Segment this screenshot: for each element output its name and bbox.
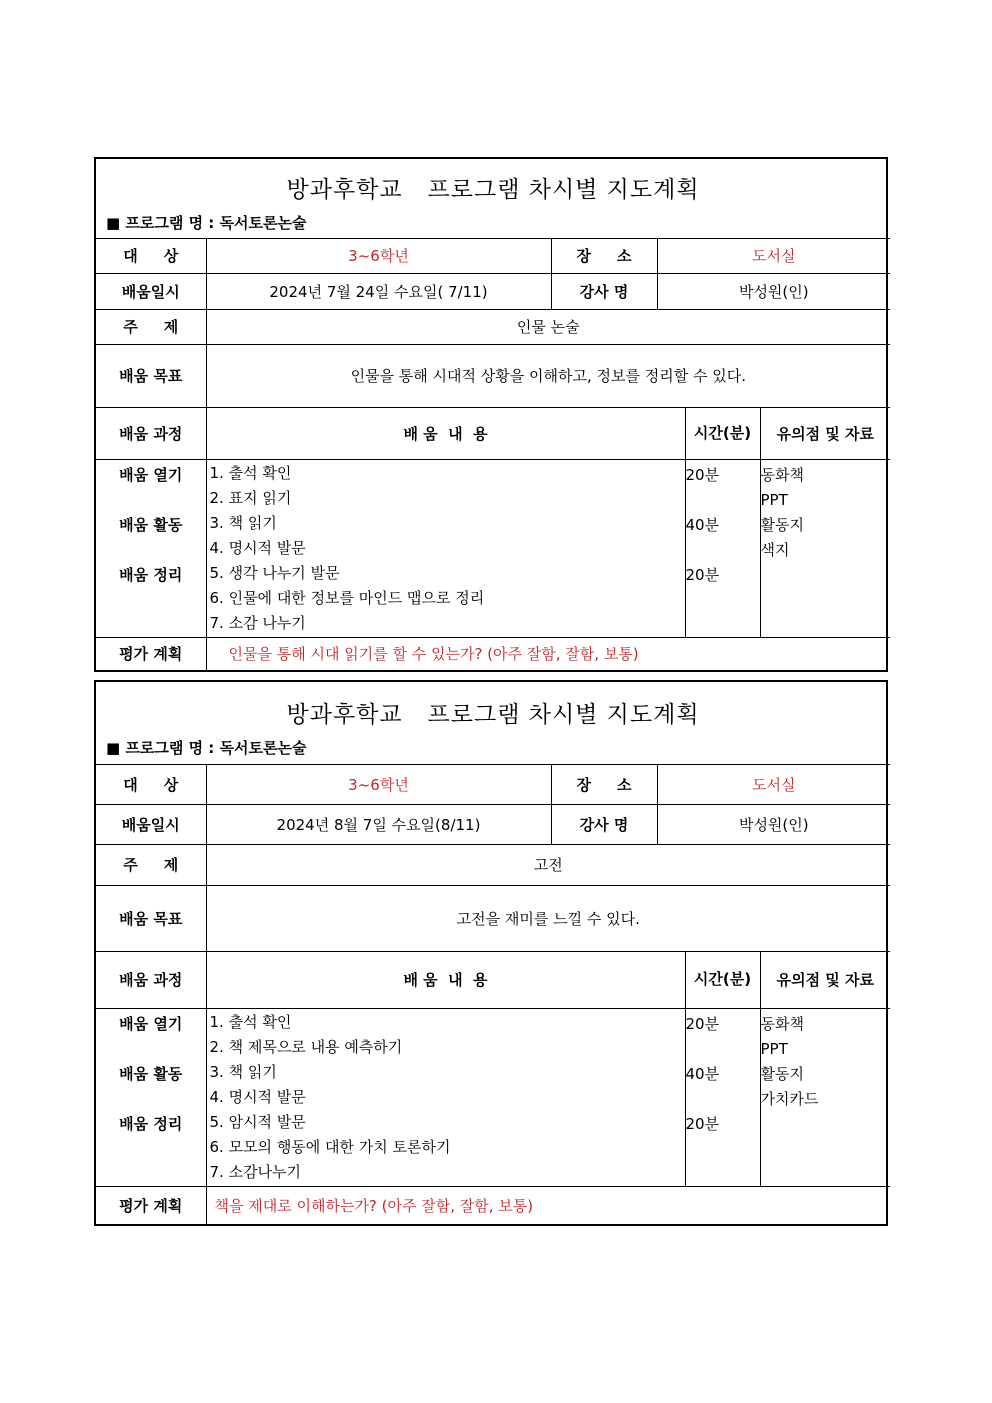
date-label: 배움일시 <box>96 804 206 844</box>
stage-open: 배움 열기 <box>119 1014 183 1033</box>
teacher-value: 박성원(인) <box>657 273 890 309</box>
material-list <box>760 1008 890 1186</box>
step-item: 5. 암시적 발문 <box>209 1112 306 1131</box>
program-name: ■ 프로그램 명 : 독서토론논술 <box>106 214 307 233</box>
stage-list <box>96 1008 206 1186</box>
target-value: 3~6학년 <box>206 238 551 273</box>
time-item: 20분 <box>685 1114 720 1133</box>
step-item: 3. 책 읽기 <box>209 1062 277 1081</box>
step-item: 5. 생각 나누기 발문 <box>209 563 340 582</box>
target-label: 대 상 <box>96 238 206 273</box>
time-list <box>685 459 760 637</box>
material-item: PPT <box>760 490 788 509</box>
date-label: 배움일시 <box>96 273 206 309</box>
teacher-label: 강사 명 <box>551 273 657 309</box>
eval-label: 평가 계획 <box>96 1186 206 1224</box>
material-item: PPT <box>760 1039 788 1058</box>
subject-value: 인물 논술 <box>206 309 890 344</box>
step-list <box>206 459 685 637</box>
title-cell <box>96 159 890 238</box>
time-item: 20분 <box>685 565 720 584</box>
title-cell <box>96 682 890 764</box>
eval-label: 평가 계획 <box>96 637 206 670</box>
step-item: 4. 명시적 발문 <box>209 538 306 557</box>
goal-value: 인물을 통해 시대적 상황을 이해하고, 정보를 정리할 수 있다. <box>206 344 890 407</box>
time-item: 40분 <box>685 1064 720 1083</box>
step-item: 7. 소감 나누기 <box>209 613 306 632</box>
step-item: 2. 표지 읽기 <box>209 488 292 507</box>
eval-value: 인물을 통해 시대 읽기를 할 수 있는가? (아주 잘함, 잘함, 보통) <box>206 637 890 670</box>
lesson-plan-1 <box>94 157 888 672</box>
time-label: 시간(분) <box>685 407 760 459</box>
process-label: 배움 과정 <box>96 407 206 459</box>
content-label: 배 움 내 용 <box>206 951 685 1008</box>
material-item: 동화책 <box>760 465 804 484</box>
target-label: 대 상 <box>96 764 206 804</box>
material-item: 동화책 <box>760 1014 804 1033</box>
subject-label: 주 제 <box>96 844 206 885</box>
place-value: 도서실 <box>657 764 890 804</box>
material-label: 유의점 및 자료 <box>760 407 890 459</box>
step-list <box>206 1008 685 1186</box>
material-item: 가치카드 <box>760 1089 819 1108</box>
time-list <box>685 1008 760 1186</box>
goal-value: 고전을 재미를 느낄 수 있다. <box>206 885 890 951</box>
step-item: 3. 책 읽기 <box>209 513 277 532</box>
subject-label: 주 제 <box>96 309 206 344</box>
lesson-plan-table <box>96 159 890 670</box>
lesson-plan-2 <box>94 680 888 1226</box>
time-item: 20분 <box>685 1014 720 1033</box>
step-item: 2. 책 제목으로 내용 예측하기 <box>209 1037 403 1056</box>
step-item: 7. 소감나누기 <box>209 1162 302 1181</box>
step-item: 1. 출석 확인 <box>209 463 292 482</box>
place-label: 장 소 <box>551 238 657 273</box>
place-label: 장 소 <box>551 764 657 804</box>
step-item: 6. 모모의 행동에 대한 가치 토론하기 <box>209 1137 451 1156</box>
step-item: 6. 인물에 대한 정보를 마인드 맵으로 정리 <box>209 588 485 607</box>
subject-value: 고전 <box>206 844 890 885</box>
teacher-value: 박성원(인) <box>657 804 890 844</box>
program-name: ■ 프로그램 명 : 독서토론논술 <box>106 738 307 757</box>
document-title: 방과후학교 프로그램 차시별 지도계획 <box>286 177 700 204</box>
place-value: 도서실 <box>657 238 890 273</box>
step-item: 4. 명시적 발문 <box>209 1087 306 1106</box>
stage-open: 배움 열기 <box>119 465 183 484</box>
eval-value: 책을 제대로 이해하는가? (아주 잘함, 잘함, 보통) <box>206 1186 890 1224</box>
time-item: 20분 <box>685 465 720 484</box>
date-value: 2024년 7월 24일 수요일( 7/11) <box>206 273 551 309</box>
stage-wrapup: 배움 정리 <box>119 1114 183 1133</box>
document-title: 방과후학교 프로그램 차시별 지도계획 <box>286 701 700 728</box>
date-value: 2024년 8월 7일 수요일(8/11) <box>206 804 551 844</box>
goal-label: 배움 목표 <box>96 885 206 951</box>
material-item: 색지 <box>760 540 790 559</box>
process-label: 배움 과정 <box>96 951 206 1008</box>
material-item: 활동지 <box>760 1064 804 1083</box>
lesson-plan-table <box>96 682 890 1224</box>
stage-activity: 배움 활동 <box>119 1064 183 1083</box>
stage-activity: 배움 활동 <box>119 515 183 534</box>
time-label: 시간(분) <box>685 951 760 1008</box>
material-label: 유의점 및 자료 <box>760 951 890 1008</box>
material-list <box>760 459 890 637</box>
content-label: 배 움 내 용 <box>206 407 685 459</box>
time-item: 40분 <box>685 515 720 534</box>
stage-list <box>96 459 206 637</box>
material-item: 활동지 <box>760 515 804 534</box>
teacher-label: 강사 명 <box>551 804 657 844</box>
step-item: 1. 출석 확인 <box>209 1012 292 1031</box>
stage-wrapup: 배움 정리 <box>119 565 183 584</box>
target-value: 3~6학년 <box>206 764 551 804</box>
goal-label: 배움 목표 <box>96 344 206 407</box>
